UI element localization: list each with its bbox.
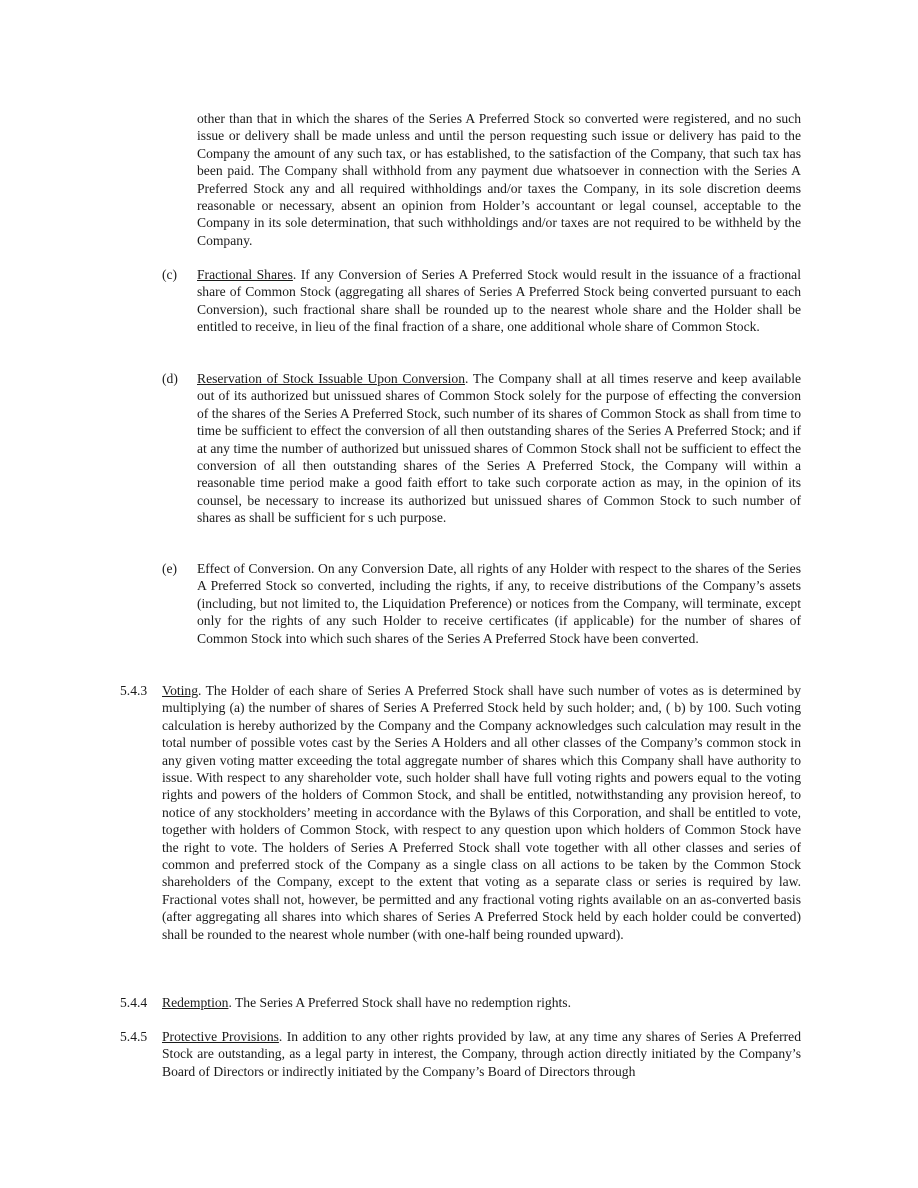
subsection-d-text: . The Company shall at all times reserve and keep available out of its authorized but unissued shares of Common Stock solely for the purpose of effecting the conversion of the shares of the Series A Preferred Stock, such number of its shares of Common Stock as shall from time to time be sufficient to effect the conversion of all then outstanding shares of the Series A Preferred Stock; and if at any time the number of authorized but unissued shares of Common Stock shall not be sufficient to effect the conversion of all then outstanding shares of the Series A Preferred Stock, the Company will within a reasonable time period make a good faith effort to take such corporate action as may, in the opinion of its counsel, be necessary to increase its authorized but unissued shares of Common Stock to such number of shares as shall be sufficient for s uch purpose. (197, 371, 801, 526)
section-5-4-5-number: 5.4.5 (120, 1029, 148, 1044)
subsection-d-heading: Reservation of Stock Issuable Upon Conversion (197, 371, 466, 386)
subsection-d-paragraph (197, 370, 801, 527)
subsection-c-text: . If any Conversion of Series A Preferred Stock would result in the issuance of a fractional share of Common Stock (aggregating all shares of Series A Preferred Stock being converted pursuant to each Conversion), such fractional share shall be rounded up to the nearest whole share and the Holder shall be entitled to receive, in lieu of the final fraction of a share, one additional whole share of Common Stock. (197, 267, 801, 335)
section-5-4-5-paragraph (162, 1028, 801, 1080)
section-5-4-4-text: . The Series A Preferred Stock shall have no redemption rights. (228, 995, 571, 1010)
subsection-e-paragraph (197, 560, 801, 647)
section-5-4-5-heading: Protective Provisions (162, 1029, 279, 1044)
subsection-c-paragraph (197, 266, 801, 336)
subsection-c-heading: Fractional Shares (197, 267, 293, 282)
section-5-4-4-heading: Redemption (162, 995, 229, 1010)
subsection-e-label: (e) (162, 561, 178, 576)
section-5-4-4-paragraph (162, 994, 801, 1011)
section-5-4-3-number: 5.4.3 (120, 683, 148, 698)
continuation-paragraph (197, 110, 801, 249)
continuation-paragraph-text: other than that in which the shares of the Series A Preferred Stock so converted were registered, and no such issue or delivery shall be made unless and until the person requesting such issue or delivery has paid to the Company the amount of any such tax, or has established, to the satisfaction of the Company, that such tax has been paid. The Company shall withhold from any payment due whatsoever in connection with the Series A Preferred Stock any and all required withholdings and/or taxes the Company, in its sole discretion deems reasonable or necessary, absent an opinion from Holder’s accountant or legal counsel, acceptable to the Company in its sole determination, that such withholdings and/or taxes are not required to be withheld by the Company. (197, 111, 801, 248)
section-5-4-3-text: . The Holder of each share of Series A Preferred Stock shall have such number of votes as is determined by multiplying (a) the number of shares of Series A Preferred Stock held by such holder; and, ( b) by 100. Such voting calculation is hereby authorized by the Company and the Company acknowledges such calculation may result in the total number of possible votes cast by the Series A Holders and all other classes of the Company’s common stock in any given voting matter exceeding the total aggregate number of shares which this Company shall have authority to issue. With respect to any shareholder vote, such holder shall have full voting rights and powers equal to the voting rights and powers of the holders of Common Stock, and shall be entitled, notwithstanding any provision hereof, to notice of any stockholders’ meeting in accordance with the Bylaws of this Corporation, and shall be entitled to vote, together with holders of Common Stock, with respect to any question upon which holders of Common Stock have the right to vote. The holders of Series A Preferred Stock shall vote together with all other classes and series of common and preferred stock of the Company as a single class on all actions to be taken by the Common Stock shareholders of the Company, except to the extent that voting as a separate class or series is required by law. Fractional votes shall not, however, be permitted and any fractional voting rights available on an as-converted basis (after aggregating all shares into which shares of Series A Preferred Stock held by each holder could be converted) shall be rounded to the nearest whole number (with one-half being rounded upward). (162, 683, 801, 942)
section-5-4-3-heading: Voting (162, 683, 199, 698)
section-5-4-4-number: 5.4.4 (120, 995, 148, 1010)
subsection-e-text: Effect of Conversion. On any Conversion Date, all rights of any Holder with respect to the shares of the Series A Preferred Stock so converted, including the rights, if any, to receive distributions of the Company’s assets (including, but not limited to, the Liquidation Preference) or notices from the Company, will terminate, except only for the rights of any such Holder to receive certificates (if applicable) for the number of shares of Common Stock into which such shares of the Series A Preferred Stock have been converted. (197, 561, 801, 646)
section-5-4-5-text: . In addition to any other rights provided by law, at any time any shares of Series A Preferred Stock are outstanding, as a legal party in interest, the Company, through action directly initiated by the Company’s Board of Directors or indirectly initiated by the Company’s Board of Directors through (162, 1029, 801, 1079)
subsection-d-label: (d) (162, 371, 178, 386)
subsection-c-label: (c) (162, 267, 178, 282)
section-5-4-3-paragraph (162, 682, 801, 943)
